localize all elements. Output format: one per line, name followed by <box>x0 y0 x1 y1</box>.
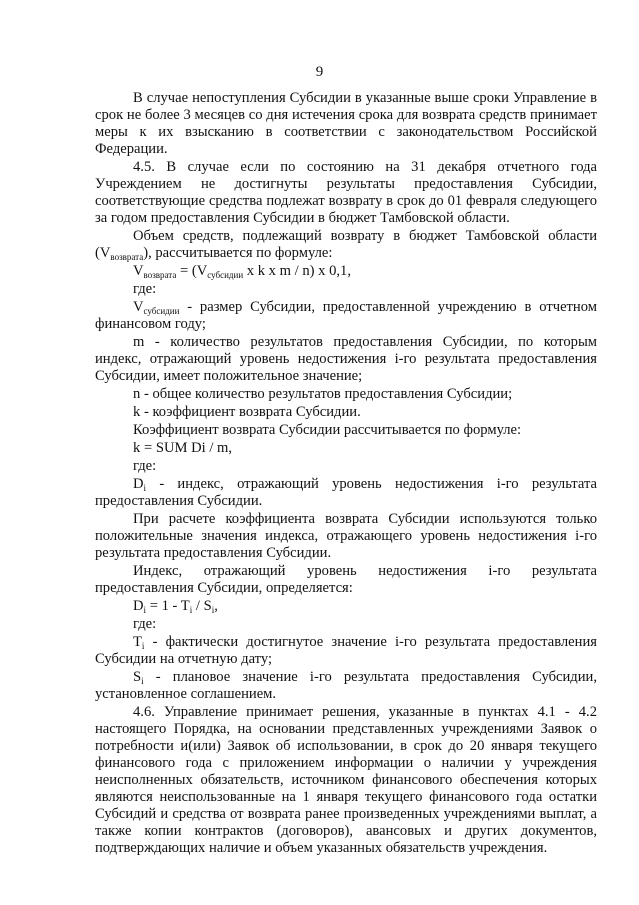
paragraph <box>95 440 597 457</box>
text-run: m - количество результатов предоставления Субсидии, по которым индекс, отражающий уровень недостижения i-го результата предоставления Субсидии, имеет положительное значение; <box>95 334 597 384</box>
text-run: где: <box>133 458 157 474</box>
text-run: 4.5. В случае если по состоянию на 31 декабря отчетного года Учреждением не достигнуты результаты предоставления Субсидии, соответствующие средства подлежат возврату в срок до 01 февраля следующего за годом предоставления Субсидии в бюджет Тамбовской области. <box>95 159 597 226</box>
paragraph <box>95 476 597 510</box>
text-run: k - коэффициент возврата Субсидии. <box>133 404 361 420</box>
paragraph <box>95 281 597 298</box>
paragraph <box>95 634 597 668</box>
paragraph <box>95 669 597 703</box>
text-run: ), рассчитывается по формуле: <box>143 245 333 261</box>
text-run: - индекс, отражающий уровень недостижения i-го результата предоставления Субсидии. <box>95 476 597 509</box>
text-run: , <box>214 598 218 614</box>
text-run: n - общее количество результатов предоставления Субсидии; <box>133 386 513 402</box>
text-run: x k x m / n) x 0,1, <box>243 263 351 279</box>
text-run: T <box>133 634 142 650</box>
subscript: i <box>143 483 147 493</box>
paragraph <box>95 563 597 597</box>
text-run: D <box>133 476 144 492</box>
subscript: i <box>141 641 145 651</box>
text-run: 4.6. Управление принимает решения, указанные в пунктах 4.1 - 4.2 настоящего Порядка, на основании представленных учреждениями Заявок о потребности и(или) Заявок об использовании, в срок до 20 января текущего финансового года с приложением информации о наличии у учреждения неисполненных обязательств, источником финансового обеспечения которых являются неиспользованные на 1 января текущего финансового года остатки Субсидий и средства от возврата ранее произведенных учреждениями выплат, а также копии контрактов (договоров), авансовых и других документов, подтверждающих наличие и объем указанных обязательств учреждения. <box>95 704 597 856</box>
subscript: i <box>143 605 147 615</box>
text-run: V <box>133 299 144 315</box>
paragraph <box>95 404 597 421</box>
text-run: При расчете коэффициента возврата Субсидии используются только положительные значения индекса, отражающего уровень недостижения i-го результата предоставления Субсидии. <box>95 511 597 561</box>
text-run: D <box>133 598 144 614</box>
text-run: k = SUM Di / m, <box>133 440 233 456</box>
text-run: Коэффициент возврата Субсидии рассчитывается по формуле: <box>133 422 522 438</box>
text-run: V <box>133 263 144 279</box>
text-run: где: <box>133 281 157 297</box>
text-run: - фактически достигнутое значение i-го результата предоставления Субсидии на отчетную дату; <box>95 634 597 667</box>
text-run: Индекс, отражающий уровень недостижения i-го результата предоставления Субсидии, определяется: <box>95 563 597 596</box>
paragraph <box>95 704 597 857</box>
document-body <box>95 90 597 858</box>
subscript: i <box>189 605 193 615</box>
subscript: i <box>211 605 215 615</box>
paragraph <box>95 159 597 227</box>
text-run: В случае непоступления Субсидии в указанные выше сроки Управление в срок не более 3 месяцев со дня истечения срока для возврата средств принимает меры к их взысканию в соответствии с законодательством Российской Федерации. <box>95 90 597 157</box>
paragraph <box>95 422 597 439</box>
text-run: - размер Субсидии, предоставленной учреждению в отчетном финансовом году; <box>95 299 597 332</box>
text-run: где: <box>133 616 157 632</box>
text-run: = 1 - T <box>146 598 190 614</box>
text-run: = (V <box>176 263 208 279</box>
text-run: - плановое значение i-го результата предоставления Субсидии, установленное соглашением. <box>95 669 597 702</box>
paragraph <box>95 616 597 633</box>
subscript: i <box>141 676 144 686</box>
text-run: Объем средств, подлежащий возврату в бюджет Тамбовской области (V <box>95 228 597 261</box>
paragraph <box>95 386 597 403</box>
subscript: возврата <box>143 270 177 280</box>
paragraph <box>95 511 597 562</box>
paragraph <box>95 228 597 262</box>
subscript: субсидии <box>143 306 180 316</box>
text-run: S <box>133 669 142 685</box>
paragraph <box>95 458 597 475</box>
paragraph <box>95 263 597 280</box>
paragraph <box>95 598 597 615</box>
subscript: возврата <box>110 252 144 262</box>
subscript: субсидии <box>207 270 244 280</box>
text-run: / S <box>192 598 212 614</box>
paragraph <box>95 90 597 158</box>
paragraph <box>95 334 597 385</box>
page-number: 9 <box>315 64 324 80</box>
paragraph <box>95 299 597 333</box>
